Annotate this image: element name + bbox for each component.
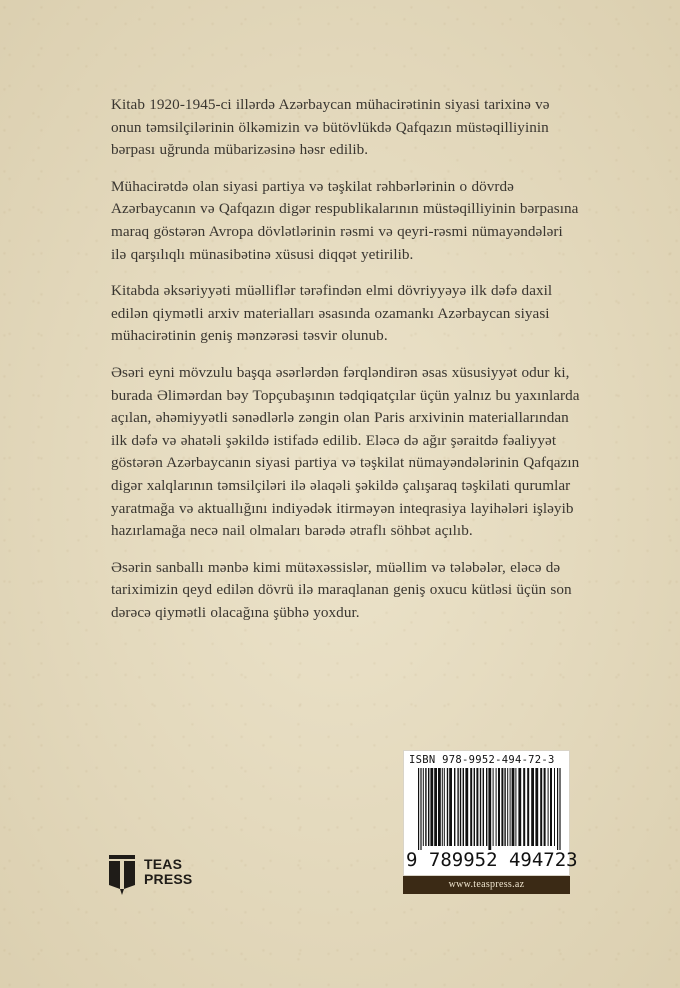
publisher-logo	[109, 855, 209, 895]
barcode-digits: 9 789952 494723	[406, 849, 578, 871]
website-label: www.teaspress.az	[403, 876, 570, 894]
paragraph-5: Əsərin sanballı mənbə kimi mütəxəssislər, müəllim və tələbələr, eləcə də tariximizin qeyd edilən dövrü ilə maraqlanan geniş oxucu kütləsi üçün son dərəcə qiymətli olacağına şübhə yoxdur.	[111, 558, 572, 621]
barcode-box	[403, 750, 578, 876]
isbn-block	[403, 750, 578, 894]
paragraph-3: Kitabda əksəriyyəti müəlliflər tərəfindən elmi dövriyyəyə ilk dəfə daxil edilən qiymətli arxiv materialları əsasında ozamankı Azərbaycan siyasi mühacirətinin geniş mənzərəsi təsvir olunub.	[111, 282, 553, 345]
paragraph-1: Kitab 1920-1945-ci illərdə Azərbaycan mühacirətinin siyasi tarixinə və onun təmsilçilərinin ölkəmizin və bütövlükdə Qafqazın müstəqilliyinin bərpası uğrunda mübarizəsinə həsr edilib.	[111, 96, 550, 159]
publisher-name	[144, 857, 192, 887]
paragraph-4: Əsəri eyni mövzulu başqa əsərlərdən fərqləndirən əsas xüsusiyyət odur ki, burada Əlimərdan bəy Topçubaşının tədqiqatçılar üçün yalnız bu yaxınlarda açılan, əhəmiyyətli sənədlərlə zəngin olan Paris arxivinin materiallarından ilk dəfə və əhatəli şəkildə istifadə edilib. Eləcə də ağır şəraitdə fəaliyyət göstərən Azərbaycanın siyasi partiya və təşkilat nümayəndələrinin Qafqazın digər xalqlarının təmsilçiləri ilə əlaqəli şəkildə çalışaraq təşkilati qurumlar yaratmağa və aktuallığını indiyədək itirməyən inteqrasiya layihələri işləyib hazırlamağa necə nail olmaları barədə ətraflı söhbət açılıb.	[111, 363, 580, 540]
paragraph-2: Mühacirətdə olan siyasi partiya və təşkilat rəhbərlərinin o dövrdə Azərbaycanın və Qafqazın digər respublikalarının müstəqilliyinin bərpasına maraq göstərən Avropa dövlətlərinin rəsmi və qeyri-rəsmi nümayəndələri ilə qarşılıqlı münasibətinə xüsusi diqqət yetirilib.	[111, 177, 579, 263]
publisher-name-line2: PRESS	[144, 871, 193, 887]
isbn-label: ISBN 978-9952-494-72-3	[409, 754, 555, 766]
publisher-name-line1: TEAS	[144, 856, 183, 872]
barcode-icon	[404, 768, 571, 852]
back-cover-text	[111, 94, 581, 638]
teas-press-logo-icon	[109, 855, 135, 895]
